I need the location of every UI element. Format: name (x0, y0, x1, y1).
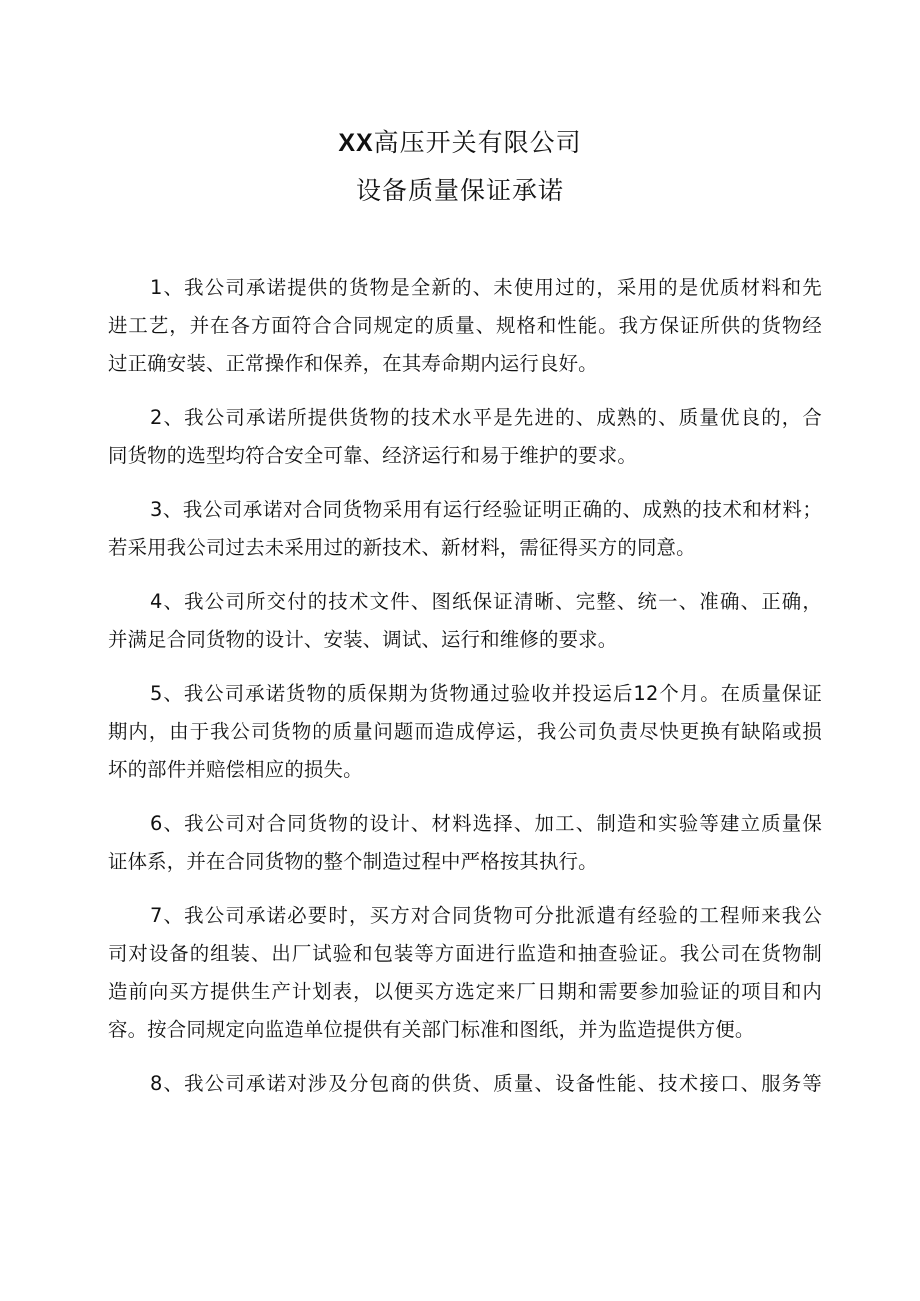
paragraph-line: 5、我公司承诺货物的质保期为货物通过验收并投运后12个月。在质量保证 (150, 682, 822, 705)
paragraph-3 (108, 491, 822, 567)
paragraph-5 (108, 675, 822, 789)
paragraph-4 (108, 583, 822, 659)
paragraph-line: 6、我公司对合同货物的设计、材料选择、加工、制造和实验等建立质量保 (150, 812, 822, 835)
paragraph-line: 若采用我公司过去未采用过的新技术、新材料，需征得买方的同意。 (108, 536, 696, 559)
paragraph-line: 容。按合同规定向监造单位提供有关部门标准和图纸，并为监造提供方便。 (108, 1018, 755, 1041)
company-title (0, 127, 920, 159)
paragraph-6 (108, 805, 822, 881)
paragraph-2 (108, 399, 822, 475)
paragraph-line: 期内，由于我公司货物的质量问题而造成停运，我公司负责尽快更换有缺陷或损 (108, 720, 822, 743)
paragraph-line: 1、我公司承诺提供的货物是全新的、未使用过的，采用的是优质材料和先 (150, 276, 822, 299)
paragraph-1 (108, 269, 822, 383)
paragraph-line: 8、我公司承诺对涉及分包商的供货、质量、设备性能、技术接口、服务等 (150, 1072, 822, 1095)
paragraph-7 (108, 897, 822, 1049)
company-title-name: 高压开关有限公司 (373, 128, 582, 157)
paragraph-line: 3、我公司承诺对合同货物采用有运行经验证明正确的、成熟的技术和材料； (150, 498, 822, 521)
paragraph-line: 同货物的选型均符合安全可靠、经济运行和易于维护的要求。 (108, 444, 637, 467)
paragraph-line: 7、我公司承诺必要时，买方对合同货物可分批派遣有经验的工程师来我公 (150, 904, 822, 927)
document-subtitle: 设备质量保证承诺 (355, 176, 564, 205)
company-title-prefix: XX (338, 129, 374, 157)
paragraph-line: 过正确安装、正常操作和保养，在其寿命期内运行良好。 (108, 352, 598, 375)
document-body (108, 269, 822, 1119)
paragraph-line: 造前向买方提供生产计划表，以便买方选定来厂日期和需要参加验证的项目和内 (108, 980, 822, 1003)
paragraph-line: 司对设备的组装、出厂试验和包装等方面进行监造和抽查验证。我公司在货物制 (108, 942, 822, 965)
paragraph-line: 坏的部件并赔偿相应的损失。 (108, 758, 363, 781)
paragraph-line: 进工艺，并在各方面符合合同规定的质量、规格和性能。我方保证所供的货物经 (108, 314, 822, 337)
paragraph-line: 并满足合同货物的设计、安装、调试、运行和维修的要求。 (108, 628, 618, 651)
paragraph-line: 证体系，并在合同货物的整个制造过程中严格按其执行。 (108, 850, 598, 873)
paragraph-8 (108, 1065, 822, 1103)
paragraph-line: 4、我公司所交付的技术文件、图纸保证清晰、完整、统一、准确、正确， (150, 590, 822, 613)
paragraph-line: 2、我公司承诺所提供货物的技术水平是先进的、成熟的、质量优良的，合 (150, 406, 822, 429)
